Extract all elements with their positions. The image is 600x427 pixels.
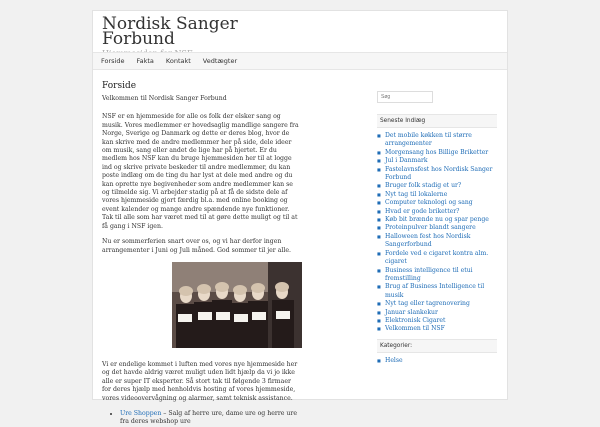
list-item <box>120 410 300 427</box>
recent-post-link[interactable]: Det mobile køkken til større arrangementer <box>385 132 472 148</box>
recent-post-link[interactable]: Proteinpulver blandt sangere <box>385 224 476 232</box>
sidebar <box>377 83 497 365</box>
choir-photo <box>172 262 302 348</box>
main-navigation <box>93 52 507 70</box>
sponsor-list <box>102 410 300 427</box>
site-title-line-1[interactable]: Nordisk Sanger <box>102 14 238 34</box>
list-item <box>377 300 497 308</box>
sponsor-text: – Salg af herre ure, dame ure og herre ure fra deres webshop ure <box>120 409 298 426</box>
list-item <box>377 199 497 207</box>
recent-post-link[interactable]: Fastelavnsfest hos Nordisk Sanger Forbund <box>385 165 493 182</box>
page <box>92 10 508 426</box>
recent-post-link[interactable]: Elektronisk Cigaret <box>385 316 446 324</box>
list-item <box>377 325 497 333</box>
choir-photo-image <box>172 262 302 348</box>
site-header <box>93 11 507 55</box>
recent-post-link[interactable]: Computer teknologi og sang <box>385 199 473 207</box>
recent-posts-list <box>377 132 497 334</box>
list-item <box>377 166 497 183</box>
recent-post-link[interactable]: Business intelligence til etui fremstilling <box>385 266 473 282</box>
thanks-paragraph: Vi er endelige kommet i luften med vores nye hjemmeside her og det havde aldrig været muligt uden lidt hjælp da vi jo ikke alle er super IT eksperter. Så stort tak til følgende 3 firmaer for deres hjælp med henholdvis hosting af vores hjemmeside, vores videoovervågning og alarmer, samt teknisk assistance. <box>102 360 298 402</box>
recent-post-link[interactable]: Nyt tag eller tagrenovering <box>385 300 470 308</box>
nav-item-fakta[interactable]: Fakta <box>136 57 154 65</box>
nav-item-vedtaegter[interactable]: Vedtægter <box>202 57 238 65</box>
recent-post-link[interactable]: Hvad er gode briketter? <box>385 207 460 215</box>
list-item <box>377 309 497 317</box>
list-item <box>377 216 497 224</box>
list-item <box>377 132 497 149</box>
recent-post-link[interactable]: Brug af Business Intelligence til musik <box>385 283 485 299</box>
list-item <box>377 283 497 300</box>
category-link[interactable]: Helse <box>385 356 403 364</box>
recent-post-link[interactable]: Velkommen til NSF <box>385 325 445 333</box>
list-item <box>377 357 497 365</box>
recent-post-link[interactable]: Januar slankekur <box>385 308 438 316</box>
recent-post-link[interactable]: Jul i Danmark <box>385 157 428 165</box>
search-input[interactable] <box>377 91 433 103</box>
site-title[interactable] <box>102 14 302 49</box>
main-content <box>102 81 300 427</box>
list-item <box>377 149 497 157</box>
recent-post-link[interactable]: Bruger folk stadig et ur? <box>385 182 462 190</box>
list-item <box>377 182 497 190</box>
welcome-text: Velkommen til Nordisk Sanger Forbund <box>102 95 227 102</box>
sponsor-link[interactable]: Ure Shoppen <box>120 409 162 417</box>
recent-post-link[interactable]: Fordele ved e cigaret kontra alm. cigaret <box>385 249 489 266</box>
list-item <box>377 267 497 284</box>
nav-item-kontakt[interactable]: Kontakt <box>165 57 191 65</box>
recent-post-link[interactable]: Halloween fest hos Nordisk Sangerforbund <box>385 232 471 249</box>
nav-item-forside[interactable]: Forside <box>101 57 125 65</box>
summer-paragraph: Nu er sommerferien snart over os, og vi har derfor ingen arrangementer i Juni og Juli måned. God sommer til jer alle. <box>102 238 291 254</box>
list-item <box>377 250 497 267</box>
recent-post-link[interactable]: Morgensang hos Billige Briketter <box>385 148 489 156</box>
list-item <box>377 233 497 250</box>
categories-list <box>377 357 497 365</box>
recent-posts-title: Seneste Indlæg <box>377 114 497 128</box>
recent-post-link[interactable]: Køb bit brænde nu og spar penge <box>385 216 489 224</box>
list-item <box>377 317 497 325</box>
list-item <box>377 224 497 232</box>
list-item <box>377 157 497 165</box>
intro-paragraph: NSF er en hjemmeside for alle os folk der elsker sang og musik. Vores medlemmer er hovedsaglig mandlige sangere fra Norge, Sverige og Danmark og dette er deres blog, hvor de kan skrive med de andre medlemmer her på side, dele ideer om musik, sang eller andet de lige har på hjertet. Er du medlem hos NSF kan du bruge hjemmesiden her til at logge ind og skrive private beskeder til andre medlemmer, du kan poste indlæg om de ting du har lyst at dele med andre og du kan oprette nye begivenheder som andre medlemmer kan se og tilmelde sig. Vi arbejder stadig på at få de sidste dele af vores hjemmeside gjort færdig bl.a. med online booking og event kalender og mange andre spændende nye funktioner. Tak til alle som har været med til at gøre dette muligt og til at få gang i NSF igen. <box>102 113 299 230</box>
page-title: Forside <box>102 81 137 91</box>
recent-post-link[interactable]: Nyt tag til lokalerne <box>385 190 448 198</box>
categories-title: Kategorier: <box>377 339 497 353</box>
site-title-line-2[interactable]: Forbund <box>102 29 175 49</box>
list-item <box>377 191 497 199</box>
list-item <box>377 208 497 216</box>
